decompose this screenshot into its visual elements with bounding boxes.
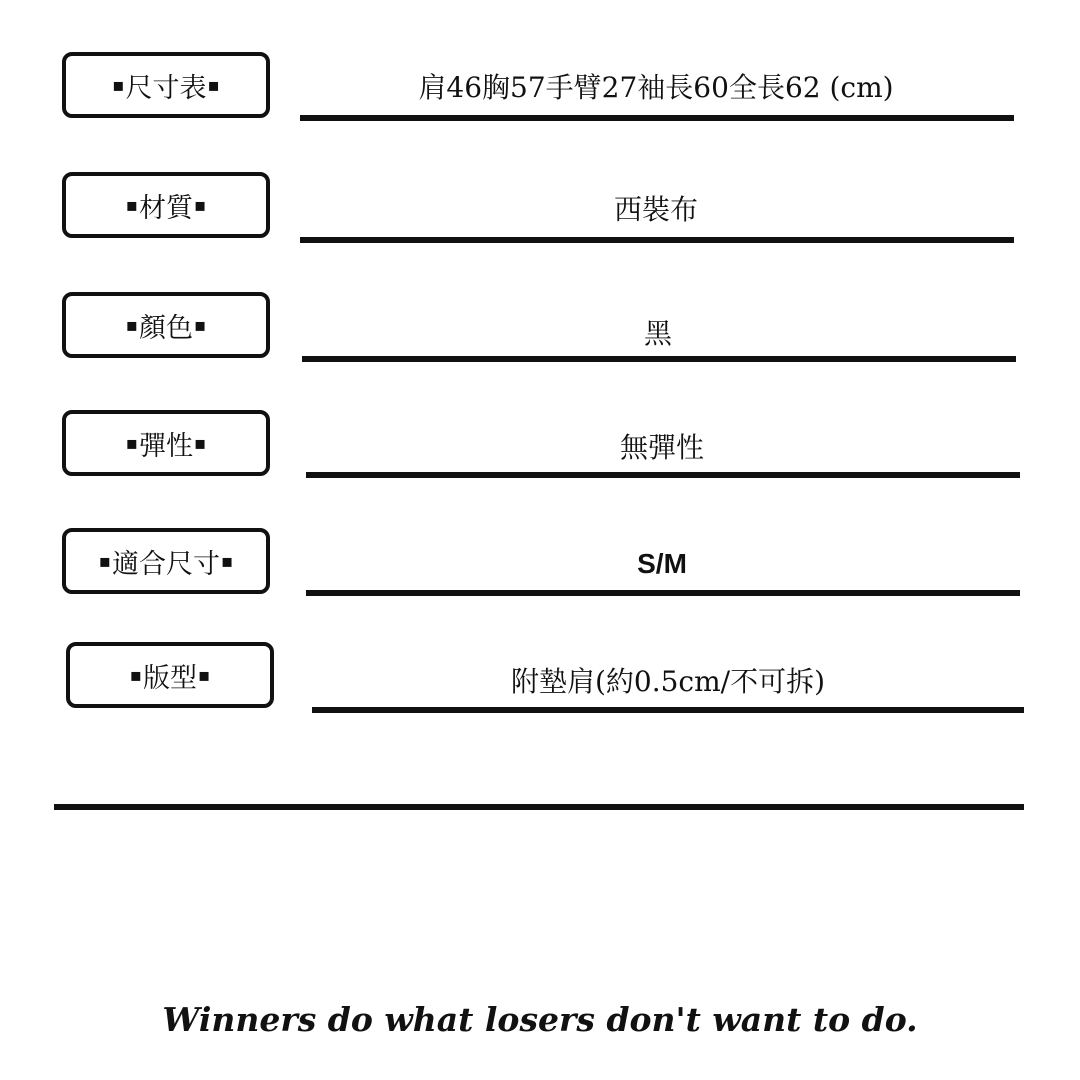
bullet-icon: ▪ [125, 194, 138, 216]
label-material [62, 172, 270, 238]
bullet-icon: ▪ [129, 664, 142, 686]
bullet-icon: ▪ [207, 74, 220, 96]
label-elasticity [62, 410, 270, 476]
underline [306, 590, 1020, 596]
bullet-icon: ▪ [194, 194, 207, 216]
label-text: 顏色 [139, 312, 193, 344]
underline [300, 115, 1014, 121]
label-size-chart [62, 52, 270, 118]
underline [302, 356, 1016, 362]
label-text: 適合尺寸 [112, 548, 220, 580]
label-fit-size [62, 528, 270, 594]
bullet-icon: ▪ [194, 314, 207, 336]
motto-text: Winners do what losers don't want to do. [162, 1000, 918, 1039]
bullet-icon: ▪ [125, 314, 138, 336]
label-text: 版型 [143, 662, 197, 694]
label-color [62, 292, 270, 358]
bullet-icon: ▪ [198, 664, 211, 686]
label-fit-style [66, 642, 274, 708]
label-text: 尺寸表 [125, 72, 207, 104]
value-elasticity: 無彈性 [619, 431, 704, 464]
value-fit-size: S/M [637, 548, 687, 579]
underline [306, 472, 1020, 478]
value-size-chart: 肩46胸57手臂27袖長60全長62 (cm) [418, 71, 894, 104]
bullet-icon: ▪ [221, 550, 234, 572]
bullet-icon: ▪ [194, 432, 207, 454]
divider [54, 804, 1024, 810]
value-material: 西裝布 [613, 193, 698, 226]
bullet-icon: ▪ [125, 432, 138, 454]
value-fit-style: 附墊肩(約0.5cm/不可拆) [510, 665, 826, 698]
label-text: 材質 [139, 192, 193, 224]
underline [300, 237, 1014, 243]
underline [312, 707, 1024, 713]
label-text: 彈性 [139, 430, 193, 462]
bullet-icon: ▪ [98, 550, 111, 572]
bullet-icon: ▪ [112, 74, 125, 96]
value-color: 黑 [643, 317, 672, 350]
